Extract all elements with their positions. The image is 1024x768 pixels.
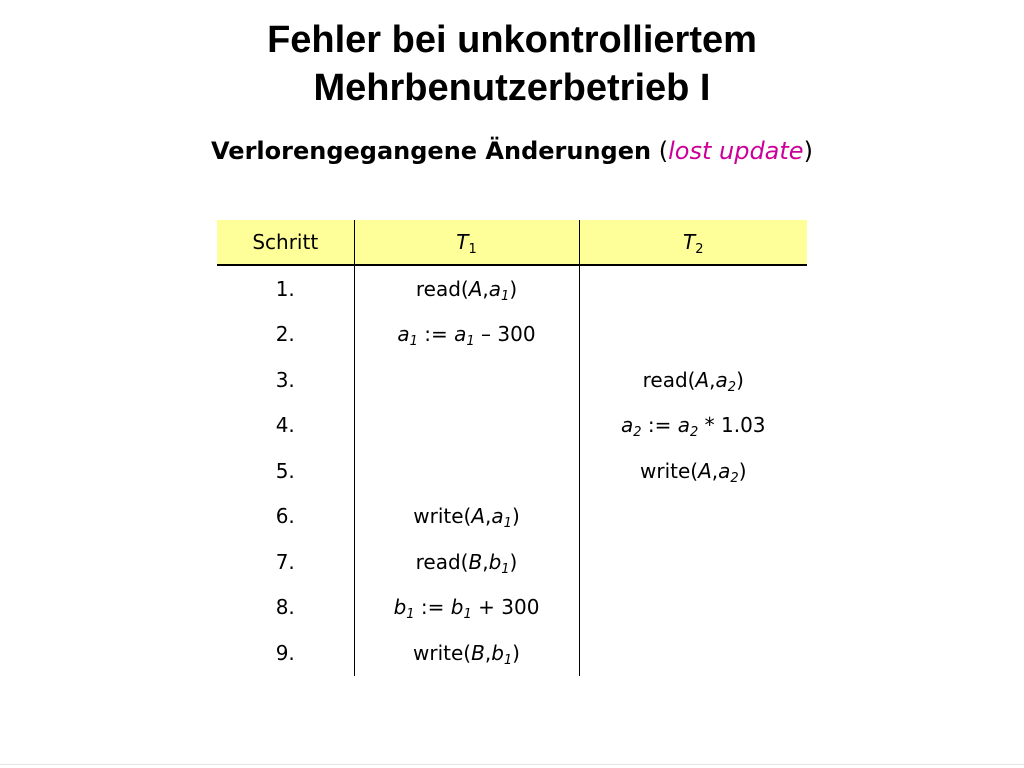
cell-t1 — [354, 448, 579, 494]
slide-subtitle — [0, 134, 1024, 168]
cell-step: 6. — [217, 494, 354, 540]
cell-step: 4. — [217, 403, 354, 449]
table-header-row — [217, 220, 807, 265]
cell-t1: $b_1$ := $b_1 + 300$ — [354, 585, 579, 631]
header-t2-letter: T — [683, 230, 696, 254]
cell-t1: $write(B,b_1)$ — [354, 630, 579, 676]
cell-t2: $write(A,a_2)$ — [640, 458, 747, 486]
subtitle-term: lost update — [668, 137, 804, 165]
header-t1-letter: T — [456, 230, 469, 254]
cell-step: 1. — [217, 265, 354, 312]
title-line-2: Mehrbenutzerbetrieb I — [313, 67, 711, 109]
table-row — [217, 448, 807, 494]
cell-t2 — [579, 494, 807, 540]
cell-t1: $read(B,b_1)$ — [354, 539, 579, 585]
header-t1 — [354, 220, 579, 265]
header-t2-index: 2 — [695, 242, 704, 257]
cell-t2: $a_2$ := $a_2 * 1.03$ — [620, 413, 766, 441]
cell-t2 — [579, 630, 807, 676]
cell-t1 — [354, 403, 579, 449]
table-row — [217, 585, 807, 631]
cell-t2 — [579, 265, 807, 312]
cell-t2 — [579, 312, 807, 358]
subtitle-paren-open: ( — [651, 137, 669, 165]
header-t1-index: 1 — [468, 242, 477, 257]
table-row — [217, 312, 807, 358]
cell-step: 9. — [217, 630, 354, 676]
cell-step: 3. — [217, 357, 354, 403]
header-t2 — [579, 220, 807, 265]
table-row — [217, 357, 807, 403]
cell-t1: $write(A,a_1)$ — [354, 494, 579, 540]
subtitle-paren-close: ) — [803, 137, 813, 165]
table-row — [217, 403, 807, 449]
table-row — [217, 539, 807, 585]
header-step: Schritt — [217, 220, 354, 265]
cell-t1: $a_1$ := $a_1 - 300$ — [354, 312, 579, 358]
cell-step: 8. — [217, 585, 354, 631]
cell-step: 5. — [217, 448, 354, 494]
cell-t2: $read(A,a_2)$ — [642, 367, 744, 395]
footer-divider — [0, 764, 1024, 765]
title-line-1: Fehler bei unkontrolliertem — [267, 19, 757, 61]
cell-step: 7. — [217, 539, 354, 585]
table-row — [217, 265, 807, 312]
table-row — [217, 494, 807, 540]
cell-t1: $read(A,a_1)$ — [354, 265, 579, 312]
schedule-table — [217, 220, 807, 676]
cell-t1 — [354, 357, 579, 403]
cell-t2 — [579, 585, 807, 631]
slide-title — [0, 16, 1024, 112]
subtitle-main: Verlorengegangene Änderungen — [211, 137, 652, 165]
table-row — [217, 630, 807, 676]
cell-step: 2. — [217, 312, 354, 358]
cell-t2 — [579, 539, 807, 585]
